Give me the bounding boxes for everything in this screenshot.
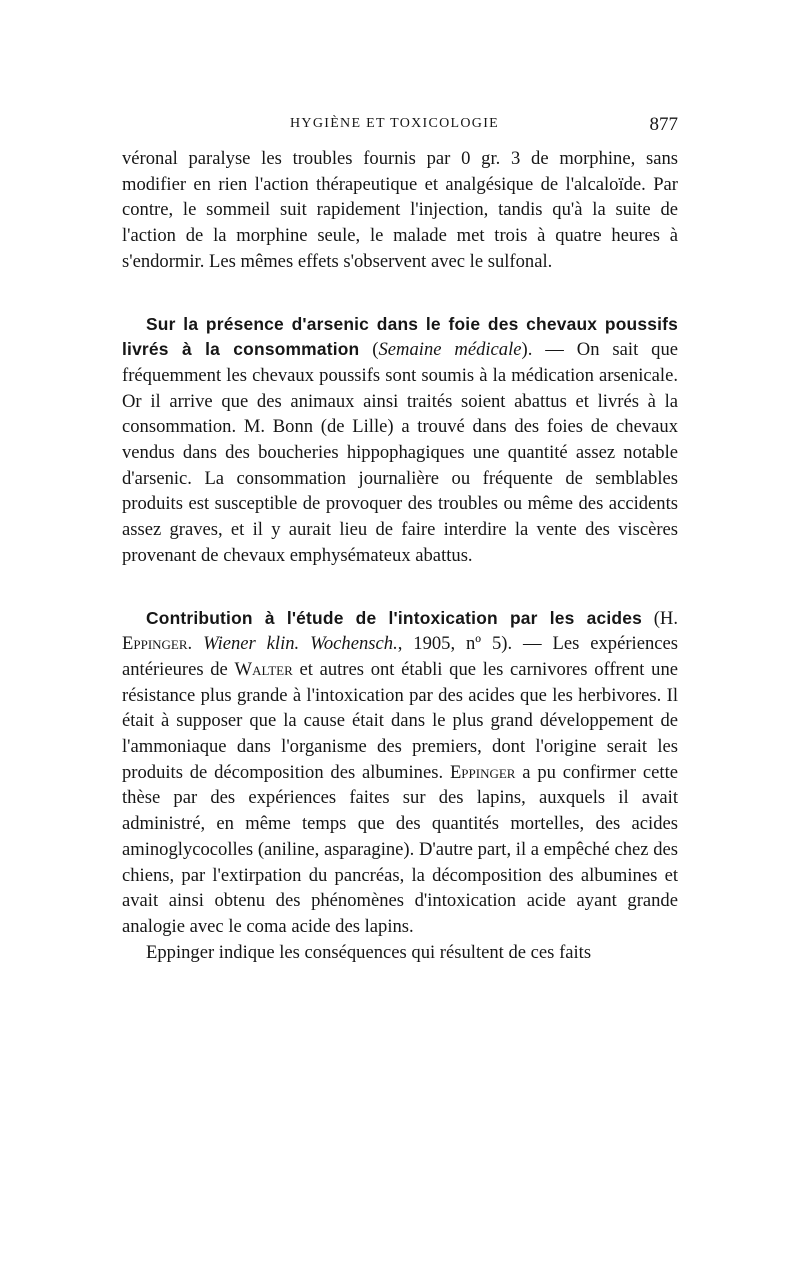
journal-ref: , 1905, nº 5). — — [397, 633, 553, 655]
author-name: Eppinger — [122, 633, 188, 655]
section-text-after: a pu confirmer cette thèse par des expériences faites sur des lapins, auxquels il avait administré, en même temps que des quantités mortelles, des acides aminoglycocolles (aniline, asparagine). D'autre part, il a empêché chez des chiens, par l'extirpation du pancréas, la décomposition des albumines et avait ainsi obtenu des phénomènes d'intoxication acide ayant grande analogie avec le coma acide des lapins. — [122, 761, 678, 937]
paragraph-text: Eppinger indique les conséquences qui résultent de ces faits — [146, 941, 592, 963]
paragraph-continuation — [122, 146, 678, 275]
running-head — [122, 114, 678, 138]
section-title: Sur la présence d'arsenic dans le foie des chevaux poussifs livrés à la consommation — [122, 313, 678, 360]
author-open: (H. — [641, 607, 678, 629]
running-title: HYGIÈNE ET TOXICOLOGIE — [290, 116, 500, 131]
body-text — [122, 146, 678, 965]
source-journal: Semaine médicale — [378, 339, 522, 361]
section-intoxication — [122, 606, 678, 940]
journal-name: Wiener klin. Wochensch. — [203, 633, 398, 655]
section-text-mid: et autres ont établi que les carnivores offrent une résistance plus grande à l'intoxication par des acides que les herbivores. Il était à supposer que la cause était dans le plus grand développement de l'ammoniaque dans l'organisme des premiers, dont l'origine serait les produits de décomposition des albumines. — [122, 658, 678, 783]
author-eppinger: Eppinger — [449, 761, 516, 783]
source-open: ( — [359, 339, 379, 361]
author-walter: Walter — [234, 658, 293, 680]
paragraph-eppinger — [122, 940, 678, 966]
section-text-before: Les expériences antérieures de — [122, 633, 678, 680]
section-arsenic — [122, 312, 678, 569]
author-sep: . — [187, 633, 204, 655]
source-close: ). — — [521, 339, 577, 361]
section-text: On sait que fréquemment les chevaux poussifs sont soumis à la médication arsenicale. Or il arrive que des animaux ainsi traités soient abattus et livrés à la consommation. M. Bonn (de Lille) a trouvé dans des foies de chevaux vendus dans des boucheries hippophagiques une quantité assez notable d'arsenic. La consommation journalière ou fréquente de semblables produits est susceptible de provoquer des troubles ou même des accidents assez graves, et il y aurait lieu de faire interdire la vente des viscères provenant de chevaux emphysémateux abattus. — [122, 339, 678, 566]
paragraph-text: véronal paralyse les troubles fournis par 0 gr. 3 de morphine, sans modifier en rien l'action thérapeutique et analgésique de l'alcaloïde. Par contre, le sommeil suit rapidement l'injection, tandis qu'à la suite de l'action de la morphine seule, le malade met trois à quatre heures à s'endormir. Les mêmes effets s'observent avec le sulfonal. — [122, 148, 678, 272]
section-title: Contribution à l'étude de l'intoxication par les acides — [146, 607, 642, 628]
page-number: 877 — [649, 114, 678, 135]
